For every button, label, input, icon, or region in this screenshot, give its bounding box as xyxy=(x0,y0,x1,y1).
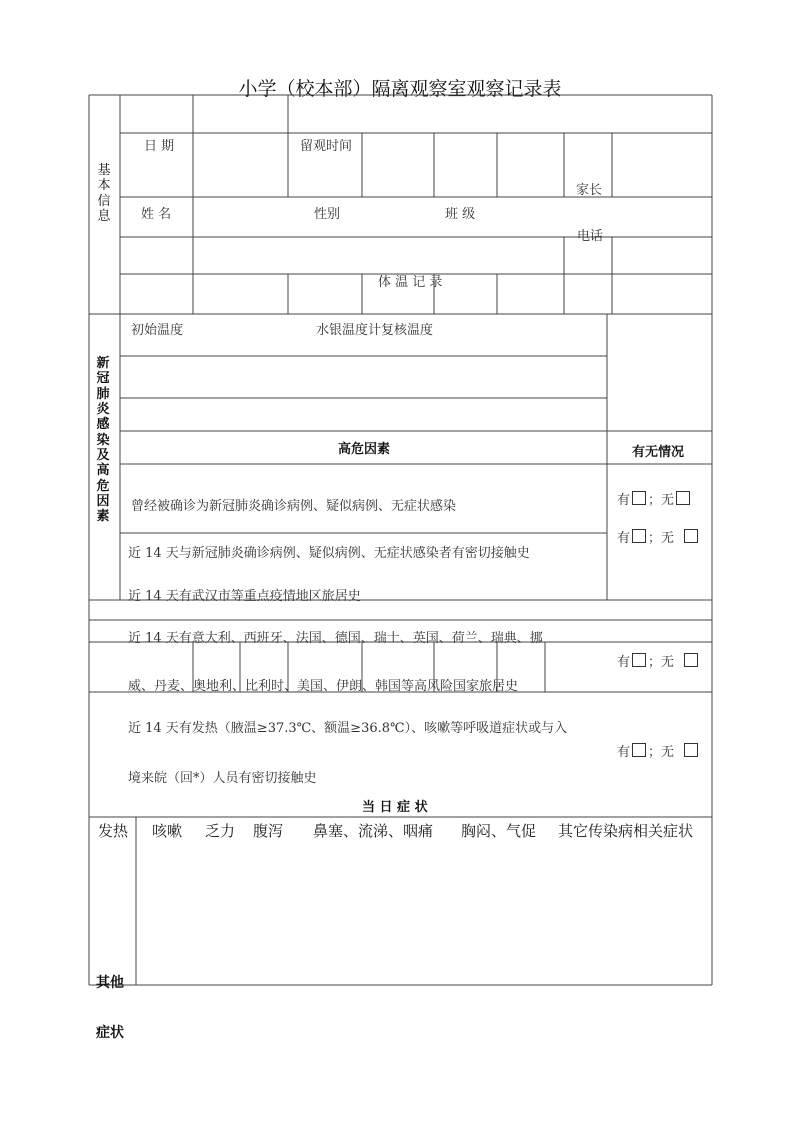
gender-label: 性别 xyxy=(314,207,341,222)
no-checkbox[interactable] xyxy=(676,491,690,505)
risk-item-countries-checkboxes: 有 ；无 xyxy=(617,651,700,670)
date-label: 日 期 xyxy=(144,139,175,154)
risk-item-countries-line1: 近 14 天有意大利、西班牙、法国、德国、瑞士、英国、荷兰、瑞典、挪 xyxy=(128,631,543,646)
status-header: 有无情况 xyxy=(632,445,685,460)
other-symptoms-label-1: 其他 xyxy=(96,975,124,991)
risk-item-fever-line2: 境来皖（回*）人员有密切接触史 xyxy=(128,771,317,786)
name-label: 姓 名 xyxy=(141,207,172,222)
initial-temp-label: 初始温度 xyxy=(131,323,184,338)
symptom-cough: 咳嗽 xyxy=(152,822,183,840)
temp-record-label: 体 温 记 录 xyxy=(378,275,443,290)
yes-checkbox[interactable] xyxy=(632,743,646,757)
yes-checkbox[interactable] xyxy=(632,491,646,505)
class-label: 班 级 xyxy=(445,207,476,222)
risk-item-countries-line2: 威、丹麦、奥地利、比利时、美国、伊朗、韩国等高风险国家旅居史 xyxy=(128,679,519,694)
no-checkbox[interactable] xyxy=(684,529,698,543)
no-checkbox[interactable] xyxy=(684,743,698,757)
risk-item-confirmed-checkboxes: 有 ；无 xyxy=(617,489,692,508)
risk-item-fever-checkboxes: 有 ；无 xyxy=(617,741,700,760)
symptom-chest: 胸闷、气促 xyxy=(461,822,537,840)
risk-item-wuhan: 近 14 天有武汉市等重点疫情地区旅居史 xyxy=(128,589,361,604)
page-title: 小学（校本部）隔离观察室观察记录表 xyxy=(238,78,562,100)
symptom-other-infectious: 其它传染病相关症状 xyxy=(558,822,694,840)
risk-item-contact-checkboxes: 有 ；无 xyxy=(617,527,700,546)
no-checkbox[interactable] xyxy=(684,653,698,667)
basic-info-section-label: 基 本 信 息 xyxy=(97,163,111,224)
risk-item-confirmed: 曾经被确诊为新冠肺炎确诊病例、疑似病例、无症状感染 xyxy=(131,499,457,514)
symptom-nasal: 鼻塞、流涕、咽痛 xyxy=(313,822,434,840)
risk-item-contact: 近 14 天与新冠肺炎确诊病例、疑似病例、无症状感染者有密切接触史 xyxy=(128,546,530,561)
risk-factors-header: 高危因素 xyxy=(338,442,391,457)
observe-time-label: 留观时间 xyxy=(300,139,353,154)
phone-label: 电话 xyxy=(577,229,604,244)
symptom-fatigue: 乏力 xyxy=(205,822,236,840)
recheck-temp-label: 水银温度计复核温度 xyxy=(316,323,434,338)
parent-label: 家长 xyxy=(576,183,603,198)
symptom-diarrhea: 腹泻 xyxy=(253,822,284,840)
symptom-fever: 发热 xyxy=(98,822,129,840)
risk-item-fever-line1: 近 14 天有发热（腋温≥37.3℃、额温≥36.8℃）、咳嗽等呼吸道症状或与入 xyxy=(128,721,568,736)
other-symptoms-label-2: 症状 xyxy=(96,1025,124,1041)
symptoms-header: 当 日 症 状 xyxy=(362,800,428,815)
yes-checkbox[interactable] xyxy=(632,653,646,667)
yes-checkbox[interactable] xyxy=(632,529,646,543)
risk-section-label: 新冠肺炎感染及高危因素 xyxy=(96,356,110,525)
